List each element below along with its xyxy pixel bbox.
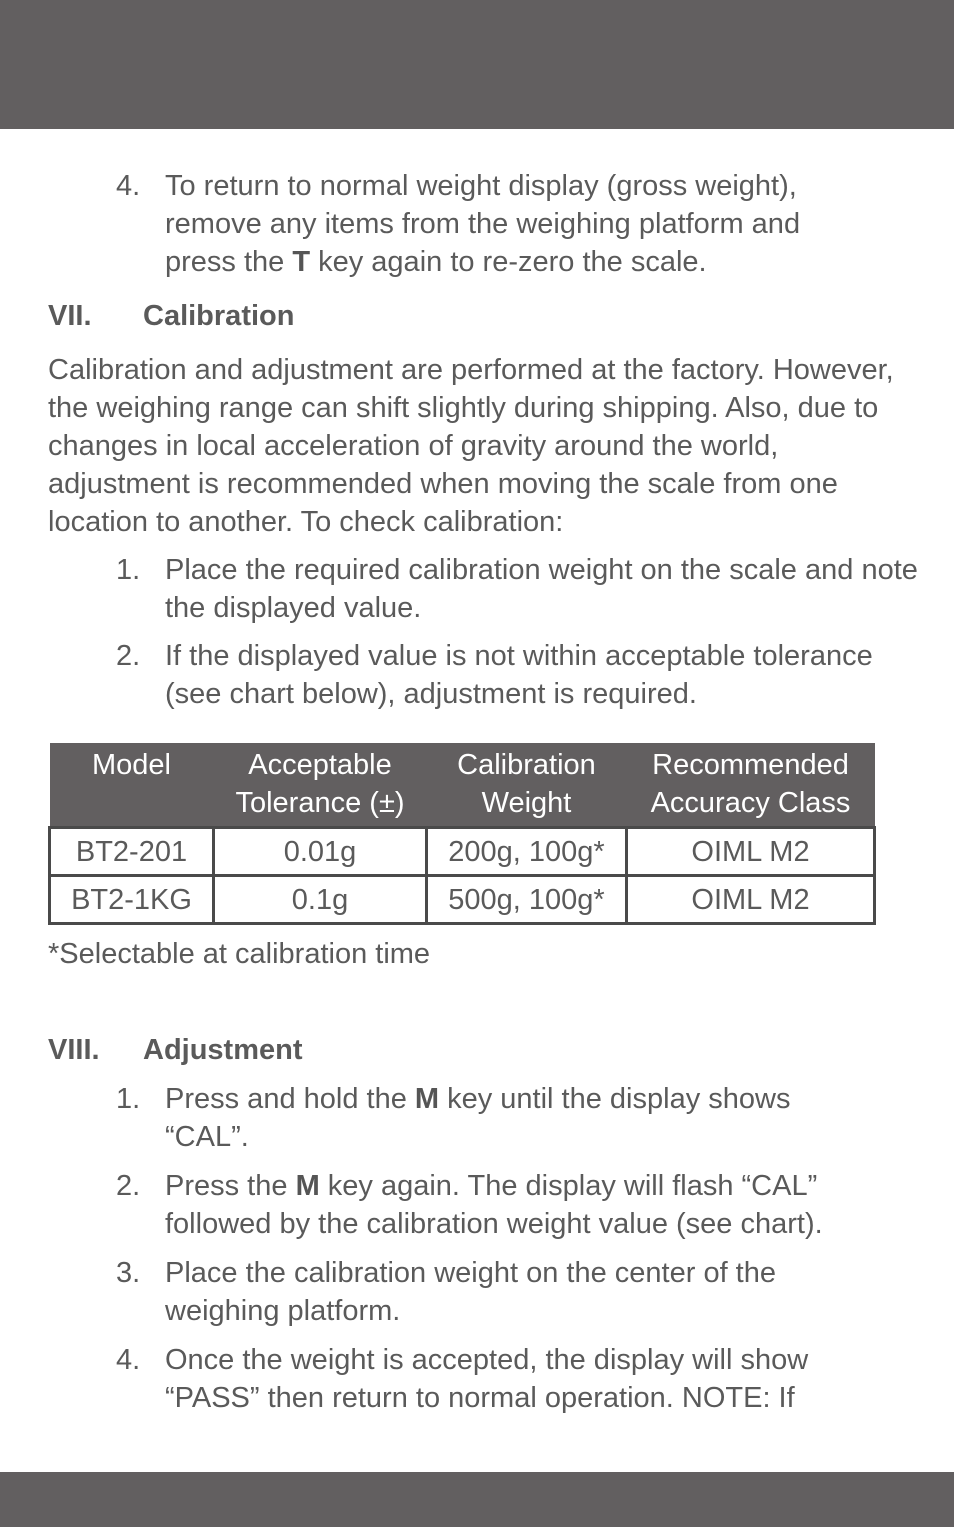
step-text: Once the weight is accepted, the display will show “PASS” then return to normal operation. NOTE: If [165, 1344, 809, 1414]
cell-weight: 500g, 100g* [427, 876, 627, 924]
footer-bar [0, 1472, 954, 1527]
table-header-row [50, 743, 875, 828]
cell-model: BT2-1KG [50, 876, 214, 924]
calibration-paragraph: Calibration and adjustment are performed at the factory. However, the weighing range can shift slightly during shipping. Also, due to changes in local acceleration of gravity around the world, adjustment is recommended when moving the scale from one location to another. To check calibration: [48, 354, 894, 538]
calibration-heading [48, 297, 918, 335]
step-number: 4. [116, 1344, 141, 1376]
section-title: Calibration [143, 300, 295, 332]
page-content [48, 167, 918, 1417]
cell-class: OIML M2 [627, 876, 875, 924]
table-row [50, 876, 875, 924]
step-text: Press the [165, 1170, 296, 1202]
step-text: key until the display shows “CAL”. [165, 1083, 791, 1153]
header-bar [0, 0, 954, 129]
cell-tolerance: 0.01g [214, 828, 427, 876]
step-number: 4. [116, 170, 141, 202]
table-row [50, 828, 875, 876]
adjustment-step-2 [48, 1167, 918, 1243]
step-number: 2. [116, 1170, 141, 1202]
step-number: 2. [116, 640, 141, 672]
step-text: key again. The display will flash “CAL” followed by the calibration weight value (see chart). [165, 1170, 823, 1240]
header-calibration-weight: Calibration Weight [427, 743, 627, 828]
cell-tolerance: 0.1g [214, 876, 427, 924]
step-number: 1. [116, 1083, 141, 1115]
adjustment-step-4 [48, 1341, 918, 1417]
key-label: T [292, 246, 311, 278]
step-number: 1. [116, 554, 141, 586]
step-text: Place the calibration weight on the center of the weighing platform. [165, 1257, 776, 1327]
section-number: VIII. [48, 1034, 100, 1066]
header-model: Model [50, 743, 214, 828]
adjustment-step-3 [48, 1254, 918, 1330]
key-label: M [414, 1083, 440, 1115]
cell-weight: 200g, 100g* [427, 828, 627, 876]
header-accuracy-class: Recommended Accuracy Class [627, 743, 875, 828]
step-text: Press and hold the [165, 1083, 415, 1115]
section-number: VII. [48, 300, 92, 332]
header-tolerance: Acceptable Tolerance (±) [214, 743, 427, 828]
key-label: M [295, 1170, 320, 1202]
step-text: If the displayed value is not within acceptable tolerance (see chart below), adjustment is required. [165, 640, 873, 710]
step-text: key again to re-zero the scale. [310, 246, 707, 278]
tolerance-table [48, 743, 876, 925]
calibration-step-1 [48, 551, 918, 627]
return-display-step [48, 167, 918, 281]
step-number: 3. [116, 1257, 141, 1289]
table-footnote: *Selectable at calibration time [48, 938, 431, 970]
step-text: Place the required calibration weight on the scale and note the displayed value. [165, 554, 918, 624]
cell-class: OIML M2 [627, 828, 875, 876]
step-text: To return to normal weight display (gross weight), remove any items from the weighing platform and press the [165, 170, 801, 278]
cell-model: BT2-201 [50, 828, 214, 876]
adjustment-step-1 [48, 1080, 918, 1156]
calibration-step-2 [48, 637, 918, 713]
adjustment-heading [48, 1031, 918, 1069]
section-title: Adjustment [143, 1034, 303, 1066]
